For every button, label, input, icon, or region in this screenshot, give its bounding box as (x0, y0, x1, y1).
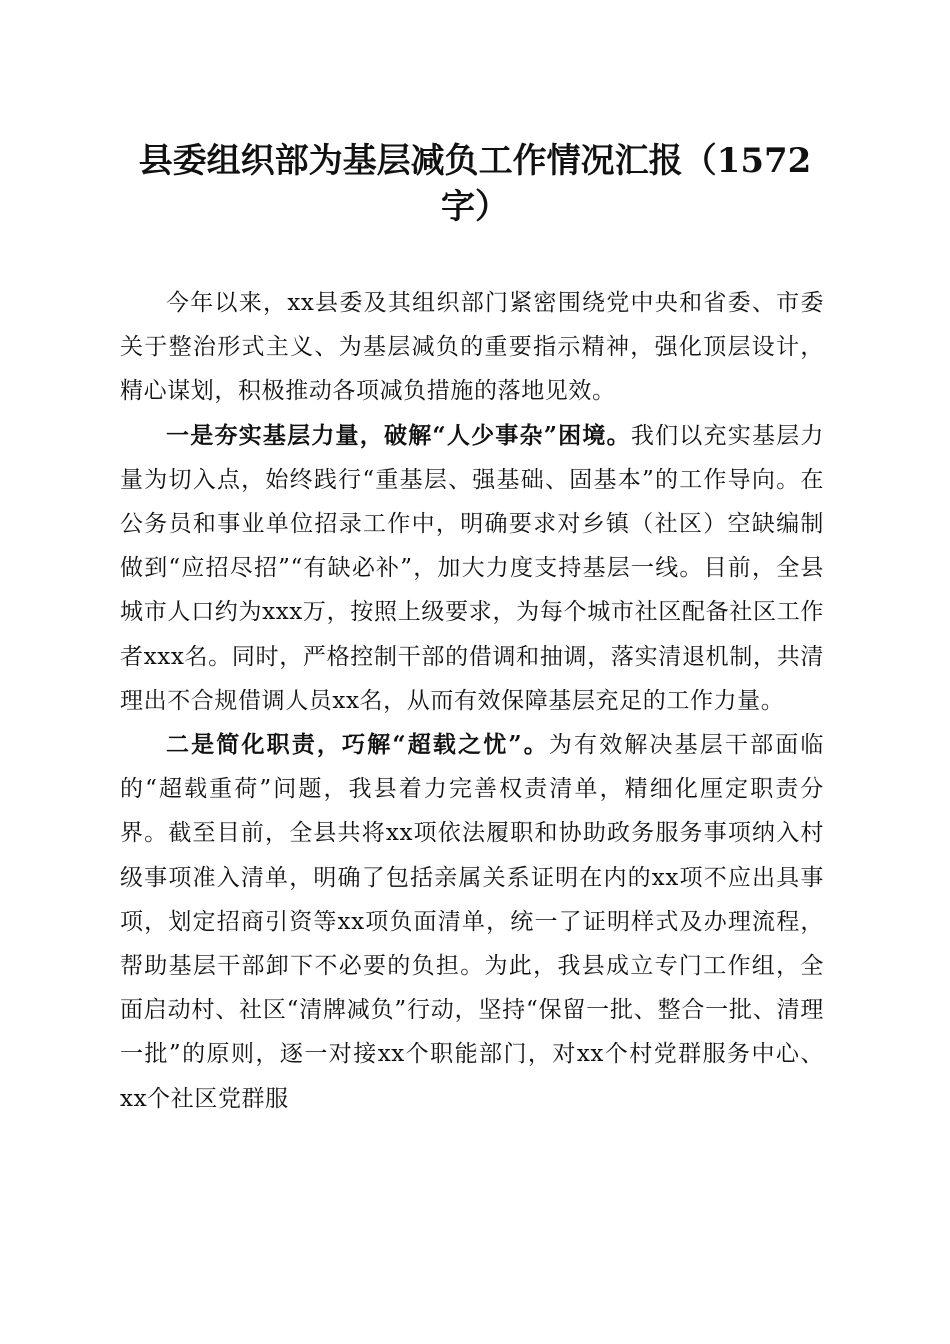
document-title: 县委组织部为基层减负工作情况汇报（1572字） (138, 141, 812, 227)
paragraph-text: 今年以来，xx县委及其组织部门紧密围绕党中央和省委、市委关于整治形式主义、为基层减负的重要指示精神，强化顶层设计，精心谋划，积极推动各项减负措施的落地见效。 (120, 290, 824, 405)
paragraph-lead: 一是夯实基层力量，破解“人少事杂”困境。 (166, 421, 631, 449)
paragraph-text: 我们以充实基层力量为切入点，始终践行“重基层、强基础、固基本”的工作导向。在公务员和事业单位招录工作中，明确要求对乡镇（社区）空缺编制做到“应招尽招”“有缺必补”，加大力度支持基层一线。目前，全县城市人口约为xxx万，按照上级要求，为每个城市社区配备社区工作者xxx名。同时，严格控制干部的借调和抽调，落实清退机制，共清理出不合规借调人员xx名，从而有效保障基层充足的工作力量。 (120, 422, 824, 714)
paragraph-text: 为有效解决基层干部面临的“超载重荷”问题，我县着力完善权责清单，精细化厘定职责分界。截至目前，全县共将xx项依法履职和协助政务服务事项纳入村级事项准入清单，明确了包括亲属关系证明在内的xx项不应出具事项，划定招商引资等xx项负面清单，统一了证明样式及办理流程，帮助基层干部卸下不必要的负担。为此，我县成立专门工作组，全面启动村、社区“清牌减负”行动，坚持“保留一批、整合一批、清理一批”的原则，逐一对接xx个职能部门，对xx个村党群服务中心、xx个社区党群服 (120, 732, 825, 1112)
paragraph-simplify-duties (120, 723, 824, 1121)
paragraph-lead: 二是简化职责，巧解“超载之忧”。 (166, 731, 549, 759)
paragraph-strengthen-grassroots (120, 414, 824, 723)
paragraph-intro (120, 281, 824, 414)
document-body (120, 281, 824, 1121)
